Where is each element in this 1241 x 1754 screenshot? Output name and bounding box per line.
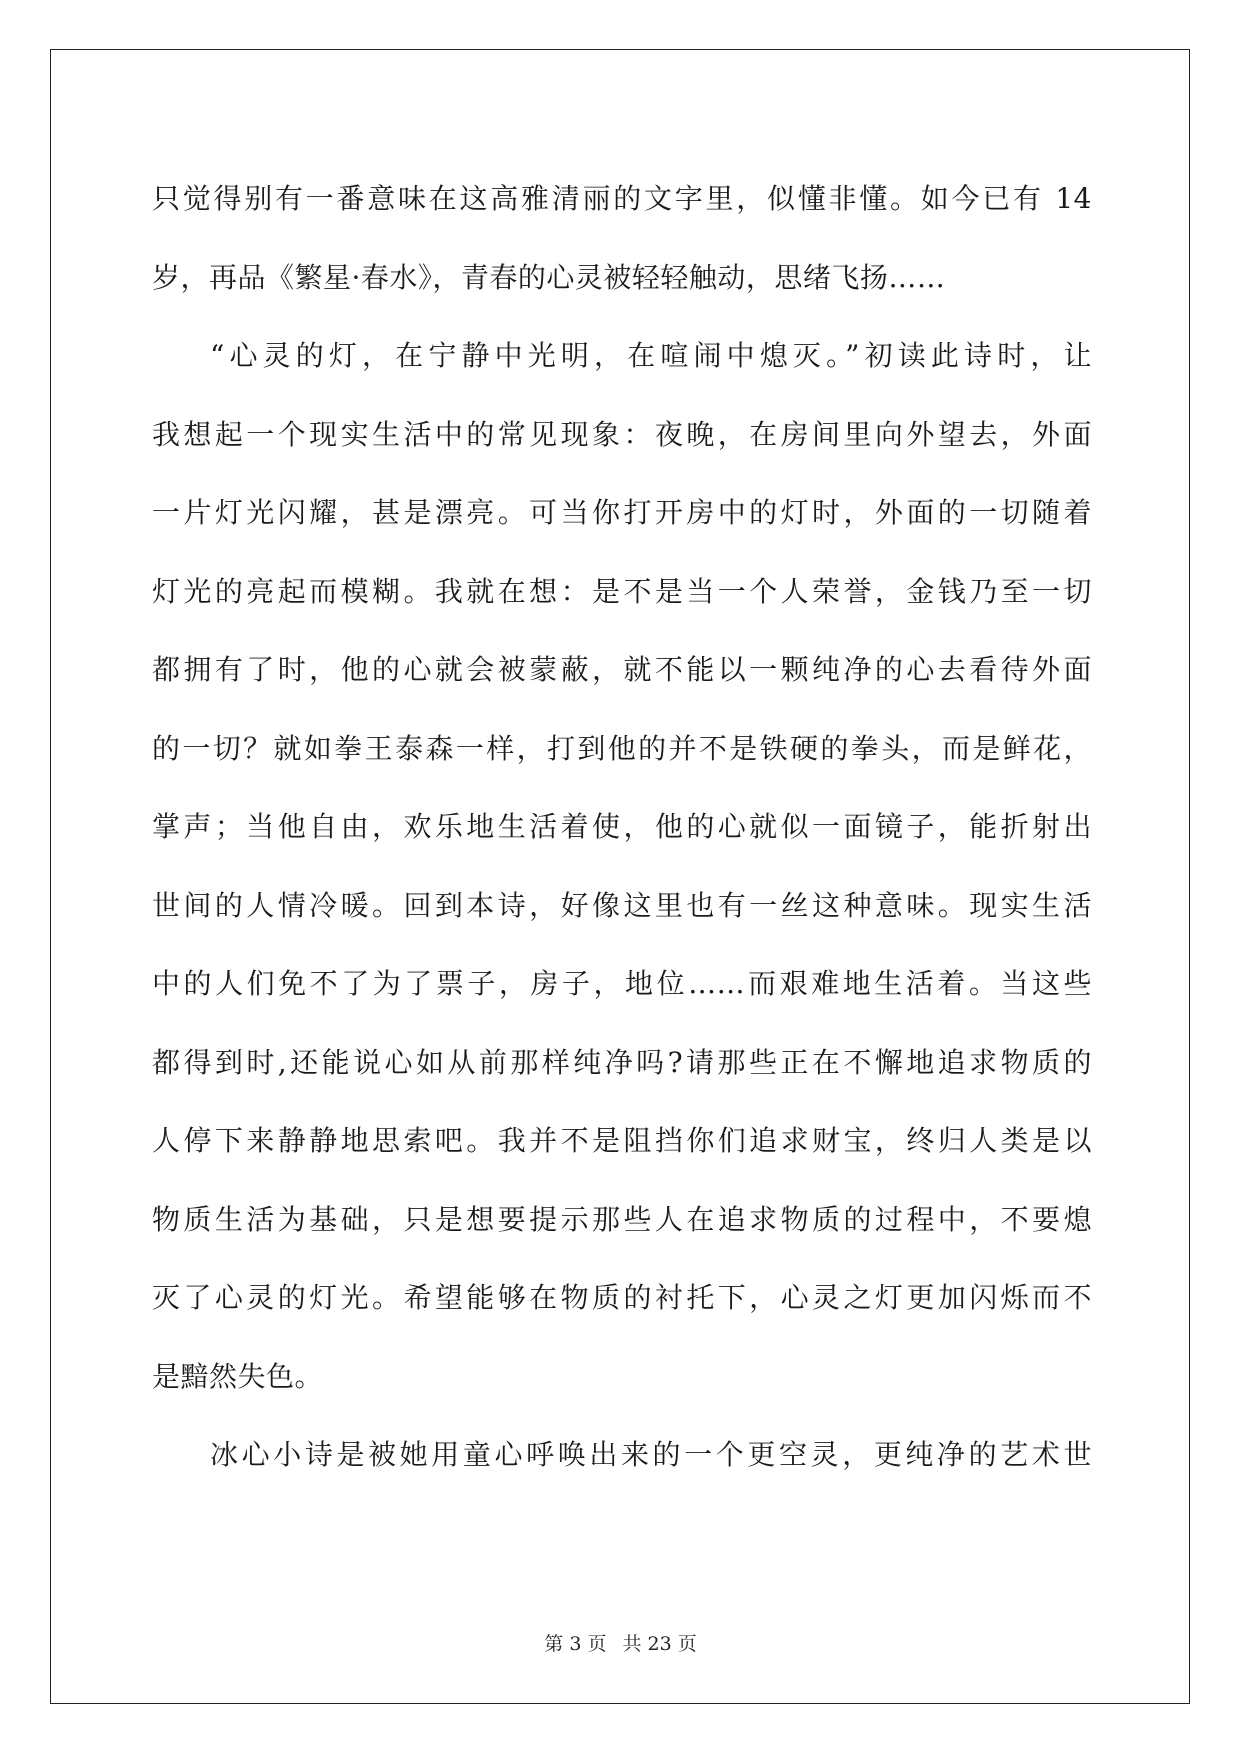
text-line: 岁，再品《繁星·春水》，青春的心灵被轻轻触动，思绪飞扬…… [152, 260, 946, 294]
text-line: 人停下来静静地思索吧。我并不是阻挡你们追求财宝，终归人类是以 [152, 1124, 1092, 1157]
text-line: 是黯然失色。 [152, 1359, 324, 1393]
paragraph-start-line: 冰心小诗是被她用童心呼唤出来的一个更空灵，更纯净的艺术世 [210, 1438, 1092, 1471]
page-footer [0, 1629, 1241, 1656]
paragraph-start-line: “心灵的灯，在宁静中光明，在喧闹中熄灭。”初读此诗时，让 [210, 339, 1092, 372]
text-line: 的一切？就如拳王泰森一样，打到他的并不是铁硬的拳头，而是鲜花， [152, 731, 1092, 765]
text-line: 物质生活为基础，只是想要提示那些人在追求物质的过程中，不要熄 [152, 1202, 1092, 1236]
text-line: 掌声；当他自由，欢乐地生活着使，他的心就似一面镜子，能折射出 [152, 810, 1092, 843]
text-line: 只觉得别有一番意味在这高雅清丽的文字里，似懂非懂。如今已有 14 [152, 182, 1092, 215]
text-line: 中的人们免不了为了票子，房子，地位……而艰难地生活着。当这些 [152, 967, 1092, 1000]
text-line: 都拥有了时，他的心就会被蒙蔽，就不能以一颗纯净的心去看待外面 [152, 653, 1092, 686]
document-body [152, 160, 1092, 1495]
text-line: 灭了心灵的灯光。希望能够在物质的衬托下，心灵之灯更加闪烁而不 [152, 1281, 1092, 1314]
page-number: 第 3 页 [544, 1633, 607, 1655]
text-line: 一片灯光闪耀，甚是漂亮。可当你打开房中的灯时，外面的一切随着 [152, 496, 1092, 529]
text-line: 世间的人情冷暖。回到本诗，好像这里也有一丝这种意味。现实生活 [152, 888, 1092, 922]
page-total: 共 23 页 [622, 1633, 697, 1655]
text-line: 灯光的亮起而模糊。我就在想：是不是当一个人荣誉，金钱乃至一切 [152, 574, 1092, 608]
text-line: 都得到时,还能说心如从前那样纯净吗?请那些正在不懈地追求物质的 [152, 1045, 1092, 1079]
text-line: 我想起一个现实生活中的常见现象：夜晚，在房间里向外望去，外面 [152, 417, 1092, 451]
